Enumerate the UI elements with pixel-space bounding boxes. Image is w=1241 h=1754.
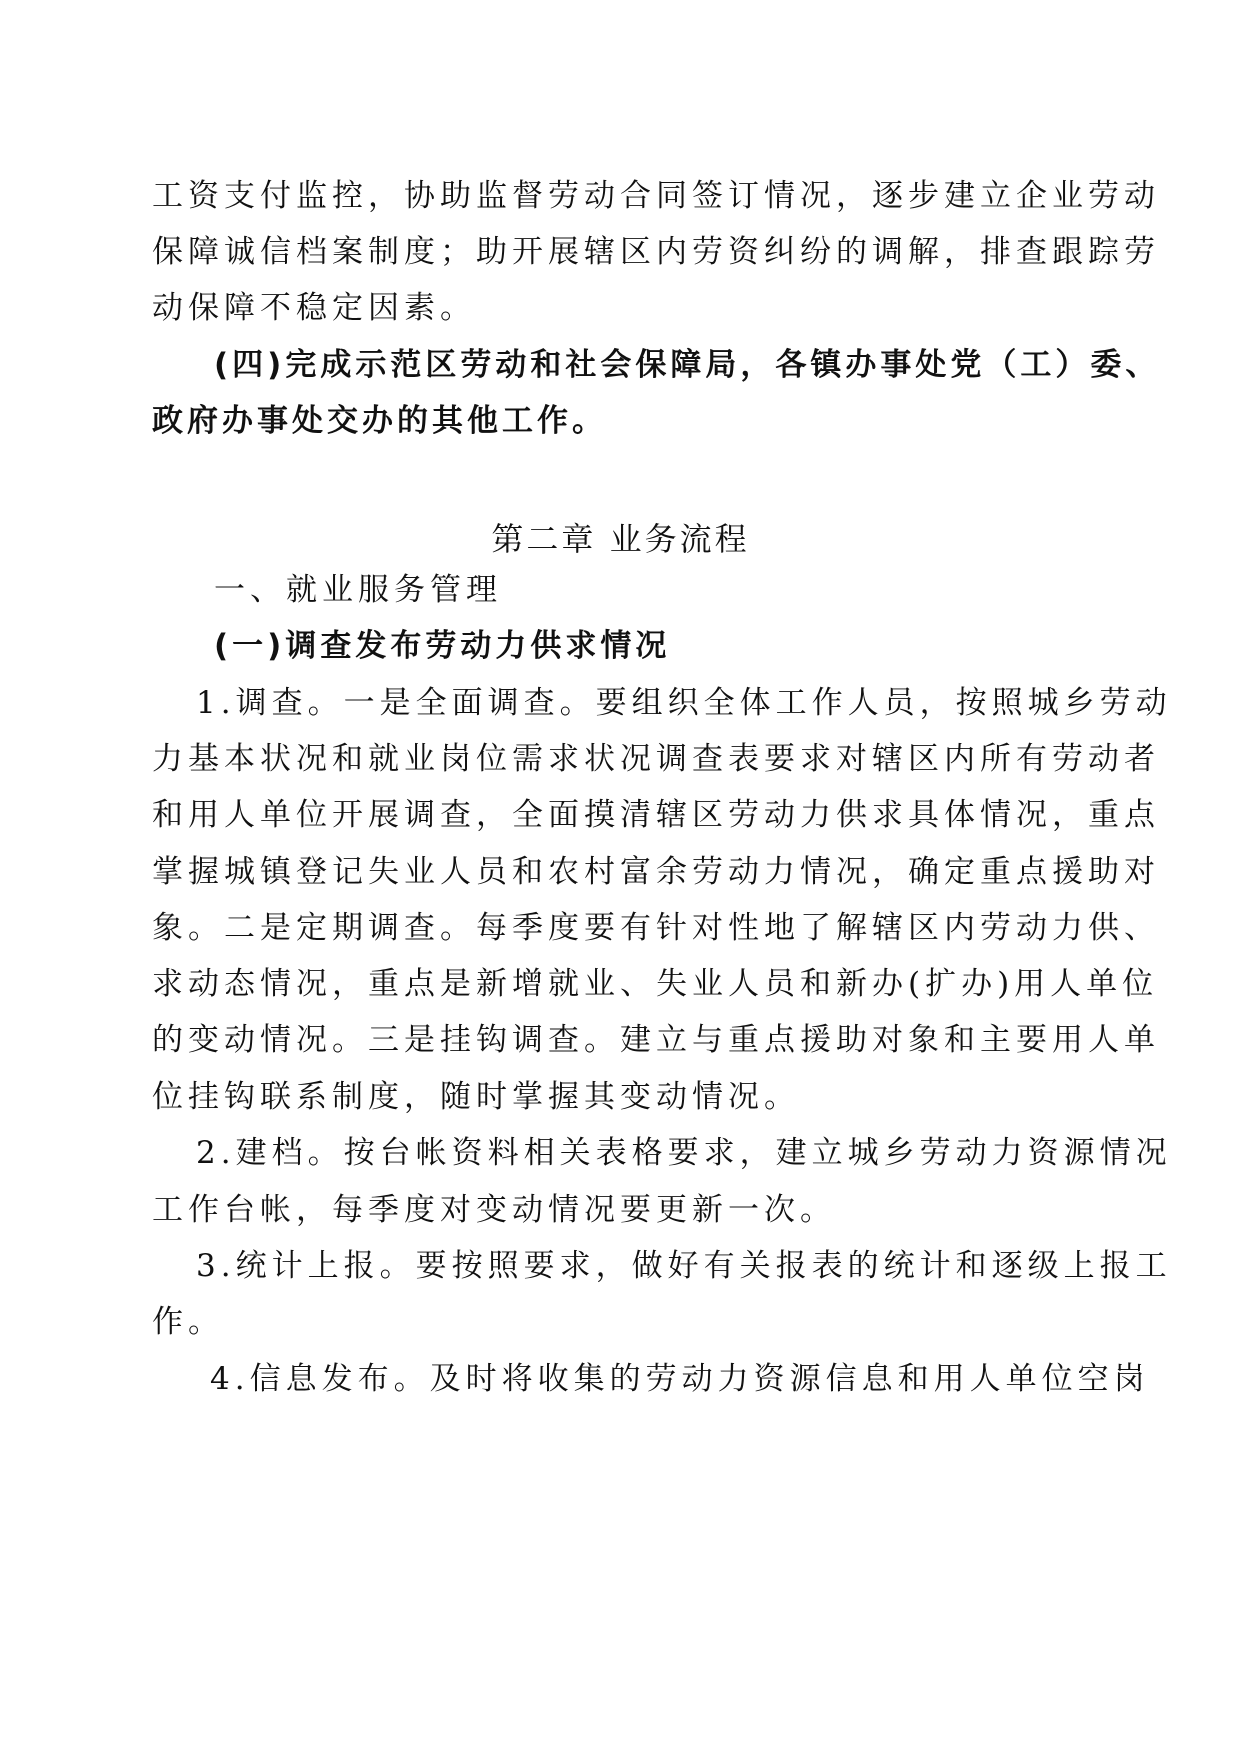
item-four-line: (四)完成示范区劳动和社会保障局，各镇办事处党（工）委、 [214,347,1161,383]
item-2-line: 2.建档。按台帐资料相关表格要求，建立城乡劳动力资源情况 [196,1135,1172,1171]
item-1-line: 求动态情况，重点是新增就业、失业人员和新办(扩办)用人单位 [152,966,1159,1002]
item-1-line: 1.调查。一是全面调查。要组织全体工作人员，按照城乡劳动 [196,685,1172,721]
section-heading: 一、就业服务管理 [214,572,502,608]
item-four-line: 政府办事处交办的其他工作。 [152,403,607,439]
item-2-line: 工作台帐，每季度对变动情况要更新一次。 [152,1192,836,1228]
chapter-title: 第二章 业务流程 [491,520,750,558]
subsection-heading: (一)调查发布劳动力供求情况 [214,628,671,664]
item-1-line: 和用人单位开展调查，全面摸清辖区劳动力供求具体情况，重点 [152,797,1160,833]
item-3-line: 作。 [152,1304,224,1340]
item-1-line: 的变动情况。三是挂钩调查。建立与重点援助对象和主要用人单 [152,1022,1160,1058]
item-1-line: 象。二是定期调查。每季度要有针对性地了解辖区内劳动力供、 [152,910,1160,946]
item-3-line: 3.统计上报。要按照要求，做好有关报表的统计和逐级上报工 [196,1248,1172,1284]
paragraph-line: 工资支付监控，协助监督劳动合同签订情况，逐步建立企业劳动 [152,178,1160,214]
item-1-line: 力基本状况和就业岗位需求状况调查表要求对辖区内所有劳动者 [152,741,1160,777]
paragraph-line: 动保障不稳定因素。 [152,290,476,326]
item-4-line: 4.信息发布。及时将收集的劳动力资源信息和用人单位空岗 [210,1361,1150,1397]
item-1-line: 位挂钩联系制度，随时掌握其变动情况。 [152,1079,800,1115]
item-1-line: 掌握城镇登记失业人员和农村富余劳动力情况，确定重点援助对 [152,854,1160,890]
paragraph-line: 保障诚信档案制度；助开展辖区内劳资纠纷的调解，排查跟踪劳 [152,234,1160,270]
